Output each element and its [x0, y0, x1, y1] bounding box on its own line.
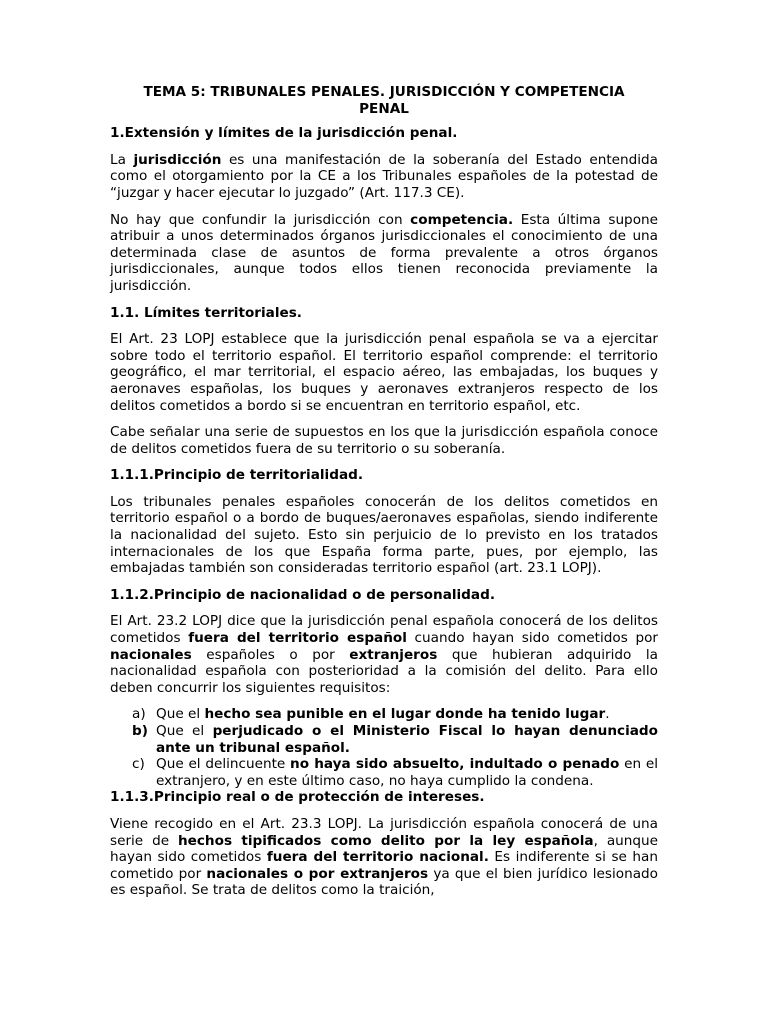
- section-heading-1: 1.Extensión y límites de la jurisdicción penal.: [110, 125, 458, 142]
- requirements-list: [110, 706, 658, 789]
- list-item: b) Que el perjudicado o el Ministerio Fiscal lo hayan denunciado ante un tribunal español.: [132, 723, 658, 756]
- paragraph: La jurisdicción es una manifestación de la soberanía del Estado entendida como el otorgamiento por la CE a los Tribunales españoles de la potestad de “juzgar y hacer ejecutar lo juzgado” (Art. 117.3 CE).: [110, 151, 658, 201]
- paragraph: No hay que confundir la jurisdicción con competencia. Esta última supone atribuir a unos determinados órganos jurisdiccionales el conocimiento de una determinada clase de asuntos de forma prevalente a otros órganos jurisdiccionales, aunque todos ellos tienen reconocida previamente la jurisdicción.: [110, 211, 658, 294]
- list-item: c) Que el delincuente no haya sido absuelto, indultado o penado en el extranjero, y en este último caso, no haya cumplido la condena.: [132, 756, 658, 789]
- list-item: a) Que el hecho sea punible en el lugar donde ha tenido lugar.: [132, 706, 610, 723]
- paragraph: Viene recogido en el Art. 23.3 LOPJ. La jurisdicción española conocerá de una serie de hechos tipificados como delito por la ley española, aunque hayan sido cometidos fuera del territorio nacional. Es indiferente si se han cometido por nacionales o por extranjeros ya que el bien jurídico lesionado es español. Se trata de delitos como la traición,: [110, 815, 658, 899]
- paragraph: El Art. 23 LOPJ establece que la jurisdicción penal española se va a ejercitar sobre todo el territorio español. El territorio español comprende: el territorio geográfico, el mar territorial, el espacio aéreo, las embajadas, los buques y aeronaves españolas, los buques y aeronaves extranjeros respecto de los delitos cometidos a bordo si se encuentran en territorio español, etc.: [110, 331, 658, 414]
- paragraph: Cabe señalar una serie de supuestos en los que la jurisdicción española conoce de delitos cometidos fuera de su territorio o su soberanía.: [110, 424, 658, 457]
- section-heading-1-1-1: 1.1.1.Principio de territorialidad.: [110, 467, 364, 484]
- paragraph: Los tribunales penales españoles conocerán de los delitos cometidos en territorio español o a bordo de buques/aeronaves españolas, siendo indiferente la nacionalidad del sujeto. Esto sin perjuicio de lo previsto en los tratados internacionales de los que España forma parte, pues, por ejemplo, las embajadas también son consideradas territorio español (art. 23.1 LOPJ).: [110, 493, 658, 577]
- document-title: TEMA 5: TRIBUNALES PENALES. JURISDICCIÓN Y COMPETENCIA PENAL: [143, 84, 625, 117]
- paragraph: El Art. 23.2 LOPJ dice que la jurisdicción penal española conocerá de los delitos cometidos fuera del territorio español cuando hayan sido cometidos por nacionales españoles o por extranjeros que hubieran adquirido la nacionalidad española con posterioridad a la comisión del delito. Para ello deben concurrir los siguientes requisitos:: [110, 613, 658, 696]
- section-heading-1-1: 1.1. Límites territoriales.: [110, 304, 302, 321]
- section-heading-1-1-2: 1.1.2.Principio de nacionalidad o de personalidad.: [110, 586, 495, 603]
- section-heading-1-1-3: 1.1.3.Principio real o de protección de intereses.: [110, 789, 485, 806]
